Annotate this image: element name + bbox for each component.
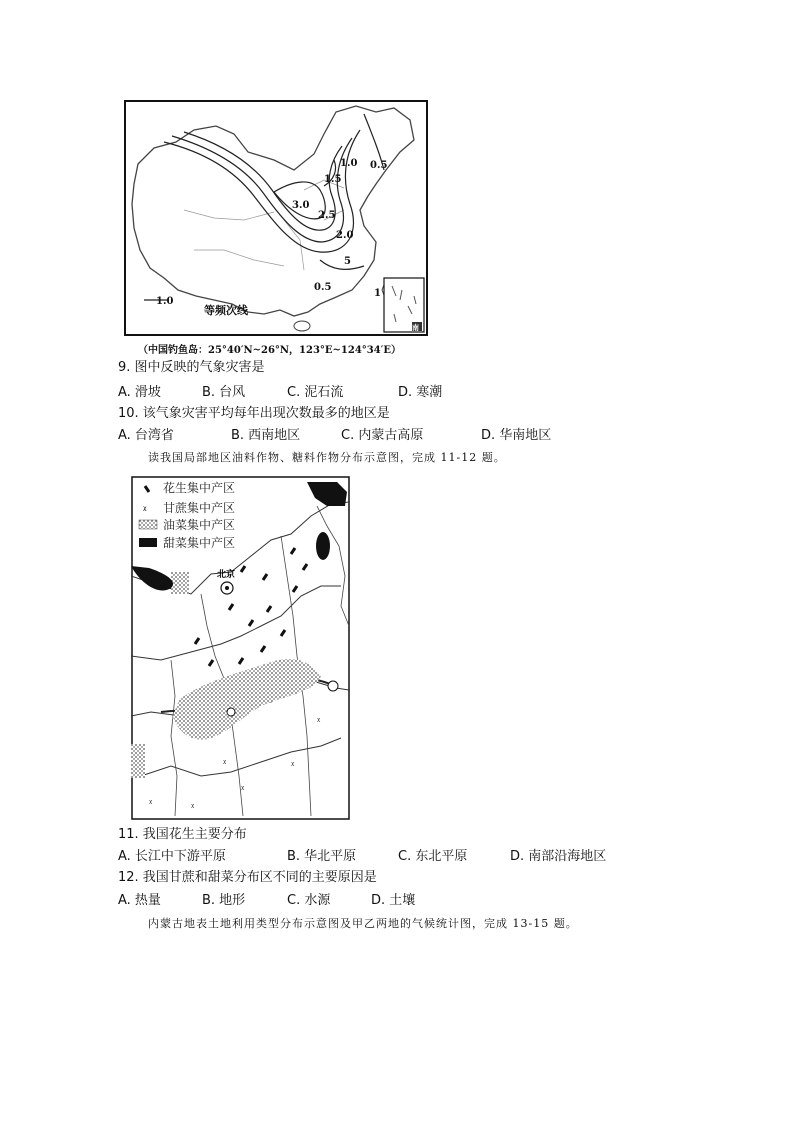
isoline-label: 3.0 <box>292 200 310 211</box>
isoline-label: 1.5 <box>324 174 342 185</box>
legend-rapeseed: 油菜集中产区 <box>163 518 236 532</box>
isoline-label: 2.0 <box>336 230 354 241</box>
question-12-stem: 12. 我国甘蔗和甜菜分布区不同的主要原因是 <box>118 870 377 885</box>
beijing-label: 北京 <box>217 570 236 580</box>
question-11-stem: 11. 我国花生主要分布 <box>118 827 247 842</box>
svg-text:ᵡ: ᵡ <box>241 785 245 795</box>
legend-sugarcane: 甘蔗集中产区 <box>163 501 236 515</box>
q10-option-d[interactable]: D. 华南地区 <box>481 428 552 443</box>
q12-option-b[interactable]: B. 地形 <box>202 893 246 908</box>
svg-text:ᵡ: ᵡ <box>291 761 295 771</box>
q9-option-b[interactable]: B. 台风 <box>202 385 246 400</box>
isoline-label: 0.5 <box>370 160 388 171</box>
isoline-label: 2.5 <box>318 210 336 221</box>
q9-option-d[interactable]: D. 寒潮 <box>398 385 443 400</box>
q11-option-a[interactable]: A. 长江中下游平原 <box>118 849 226 864</box>
svg-text:ᵡ: ᵡ <box>191 803 195 813</box>
q9-option-c[interactable]: C. 泥石流 <box>287 385 344 400</box>
q12-option-d[interactable]: D. 土壤 <box>371 893 416 908</box>
isoline-label: 1 <box>374 288 381 299</box>
map1-caption: （中国钓鱼岛：25°40′N~26°N，123°E~124°34′E） <box>138 345 401 356</box>
q11-option-c[interactable]: C. 东北平原 <box>398 849 468 864</box>
isoline-map <box>124 100 428 336</box>
intro-13-15: 内蒙古地表土地利用类型分布示意图及甲乙两地的气候统计图，完成 13-15 题。 <box>148 917 578 930</box>
q11-option-b[interactable]: B. 华北平原 <box>287 849 357 864</box>
isoline-legend-label: 等频次线 <box>204 304 248 317</box>
isoline-label: 1.0 <box>340 158 358 169</box>
svg-text:ᵡ: ᵡ <box>223 759 227 769</box>
intro-11-12: 读我国局部地区油料作物、糖料作物分布示意图，完成 11-12 题。 <box>148 451 506 464</box>
inset-label: 南 <box>412 323 419 332</box>
question-10-stem: 10. 该气象灾害平均每年出现次数最多的地区是 <box>118 406 390 421</box>
q10-option-a[interactable]: A. 台湾省 <box>118 428 174 443</box>
rapeseed-legend-icon <box>139 520 157 529</box>
isoline-label: 5 <box>344 256 351 267</box>
q11-option-d[interactable]: D. 南部沿海地区 <box>510 849 607 864</box>
question-9-stem: 9. 图中反映的气象灾害是 <box>118 360 265 375</box>
q9-option-a[interactable]: A. 滑坡 <box>118 385 161 400</box>
q10-option-b[interactable]: B. 西南地区 <box>231 428 301 443</box>
legend-peanut: 花生集中产区 <box>163 481 236 495</box>
q10-option-c[interactable]: C. 内蒙古高原 <box>341 428 424 443</box>
crop-map <box>131 476 350 820</box>
sugarbeet-legend-icon <box>139 538 157 547</box>
svg-text:ᵡ: ᵡ <box>149 799 153 809</box>
isoline-label: 0.5 <box>314 282 332 293</box>
isoline-label: 1.0 <box>156 296 174 307</box>
legend-sugarbeet: 甜菜集中产区 <box>163 536 236 550</box>
q12-option-c[interactable]: C. 水源 <box>287 893 331 908</box>
svg-text:ᵡ: ᵡ <box>317 717 321 727</box>
crop-map-figure <box>131 476 350 820</box>
sugarcane-legend-icon: ᵡ <box>143 505 147 516</box>
isoline-map-figure <box>124 100 428 336</box>
q12-option-a[interactable]: A. 热量 <box>118 893 161 908</box>
